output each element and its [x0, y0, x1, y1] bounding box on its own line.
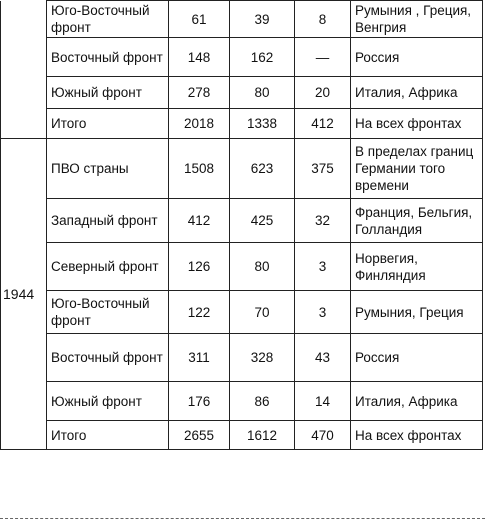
value-cell-3: 43: [295, 334, 351, 382]
area-cell: Италия, Африка: [351, 382, 483, 421]
front-cell: Северный фронт: [47, 243, 169, 291]
value-cell-2: 80: [230, 243, 295, 291]
area-cell: Румыния, Греция: [351, 291, 483, 334]
value-cell-1: 126: [169, 243, 230, 291]
value-cell-2: 80: [230, 77, 295, 109]
value-cell-3: 3: [295, 291, 351, 334]
value-cell-2: 623: [230, 139, 295, 199]
value-cell-2: 328: [230, 334, 295, 382]
value-cell-3: 470: [295, 421, 351, 450]
value-cell-1: 1508: [169, 139, 230, 199]
table-row: [1, 334, 483, 382]
value-cell-1: 176: [169, 382, 230, 421]
value-cell-3: 14: [295, 382, 351, 421]
front-cell: Итого: [47, 421, 169, 450]
value-cell-1: 2018: [169, 109, 230, 139]
front-cell: ПВО страны: [47, 139, 169, 199]
value-cell-2: 425: [230, 199, 295, 243]
value-cell-1: 2655: [169, 421, 230, 450]
value-cell-2: 86: [230, 382, 295, 421]
front-cell: Юго-Восточный фронт: [47, 291, 169, 334]
table-row: [1, 421, 483, 450]
area-cell: Норвегия, Финляндия: [351, 243, 483, 291]
table-row: [1, 109, 483, 139]
area-cell: В пределах границ Германии того времени: [351, 139, 483, 199]
value-cell-3: —: [295, 38, 351, 77]
year-cell-prior: [1, 1, 47, 139]
value-cell-3: 412: [295, 109, 351, 139]
front-cell: Восточный фронт: [47, 334, 169, 382]
area-cell: Россия: [351, 38, 483, 77]
front-cell: Итого: [47, 109, 169, 139]
value-cell-3: 32: [295, 199, 351, 243]
front-cell: Южный фронт: [47, 382, 169, 421]
front-cell: Юго-Восточный фронт: [47, 1, 169, 38]
table-row: [1, 382, 483, 421]
value-cell-1: 61: [169, 1, 230, 38]
area-cell: На всех фронтах: [351, 421, 483, 450]
value-cell-1: 148: [169, 38, 230, 77]
table-row: [1, 243, 483, 291]
value-cell-3: 3: [295, 243, 351, 291]
area-cell: Франция, Бельгия, Голландия: [351, 199, 483, 243]
area-cell: Россия: [351, 334, 483, 382]
value-cell-1: 311: [169, 334, 230, 382]
value-cell-3: 20: [295, 77, 351, 109]
value-cell-2: 1338: [230, 109, 295, 139]
front-cell: Восточный фронт: [47, 38, 169, 77]
value-cell-1: 278: [169, 77, 230, 109]
table-row: [1, 291, 483, 334]
value-cell-1: 412: [169, 199, 230, 243]
value-cell-1: 122: [169, 291, 230, 334]
table-row: [1, 199, 483, 243]
value-cell-3: 8: [295, 1, 351, 38]
area-cell: Италия, Африка: [351, 77, 483, 109]
area-cell: Румыния , Греция, Венгрия: [351, 1, 483, 38]
value-cell-2: 1612: [230, 421, 295, 450]
year-cell-1944: 1944: [1, 139, 47, 450]
table-row: [1, 1, 483, 38]
table-row: [1, 77, 483, 109]
value-cell-3: 375: [295, 139, 351, 199]
value-cell-2: 162: [230, 38, 295, 77]
table-row: [1, 38, 483, 77]
value-cell-2: 39: [230, 1, 295, 38]
page-bottom-rule: [0, 518, 485, 519]
table-row: [1, 139, 483, 199]
front-cell: Западный фронт: [47, 199, 169, 243]
front-cell: Южный фронт: [47, 77, 169, 109]
value-cell-2: 70: [230, 291, 295, 334]
area-cell: На всех фронтах: [351, 109, 483, 139]
